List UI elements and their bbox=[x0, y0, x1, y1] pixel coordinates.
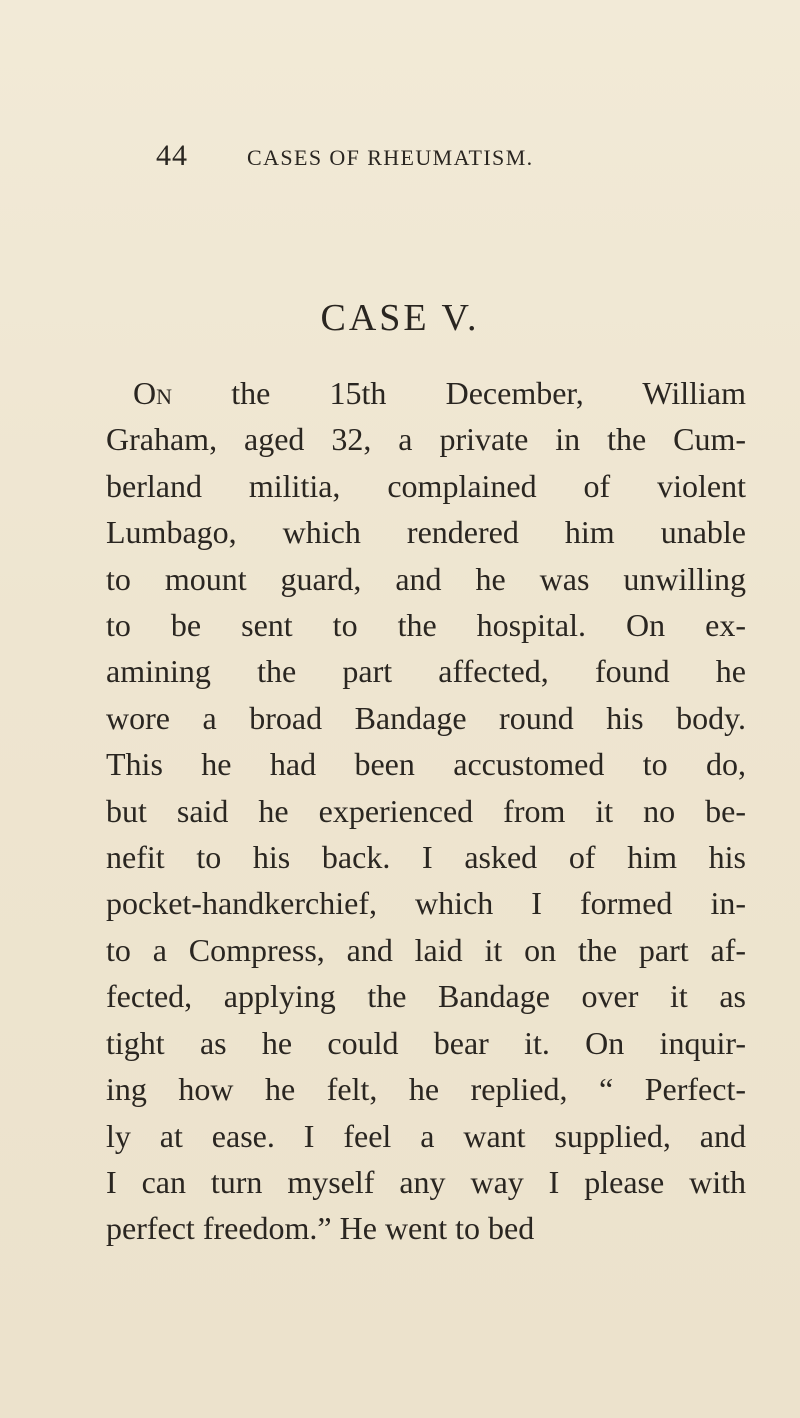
text-line: to mount guard, and he was unwilling bbox=[106, 560, 746, 597]
text-line: This he had been accustomed to do, bbox=[106, 746, 746, 783]
body-paragraph bbox=[106, 370, 746, 1252]
text-line: but said he experienced from it no be- bbox=[106, 792, 746, 829]
text-line: wore a broad Bandage round his body. bbox=[106, 699, 746, 736]
text-line: to a Compress, and laid it on the part af- bbox=[106, 931, 746, 968]
text-line: tight as he could bear it. On inquir- bbox=[106, 1024, 746, 1061]
text-line: berland militia, complained of violent bbox=[106, 467, 746, 504]
text-line: perfect freedom.” He went to bed bbox=[106, 1210, 535, 1247]
text-line: amining the part affected, found he bbox=[106, 653, 746, 690]
text-line: ly at ease. I feel a want supplied, and bbox=[106, 1117, 746, 1154]
text-line: I can turn myself any way I please with bbox=[106, 1163, 746, 1200]
text-line: to be sent to the hospital. On ex- bbox=[106, 607, 746, 644]
text-line: ing how he felt, he replied, “ Perfect- bbox=[106, 1071, 746, 1108]
text-line: fected, applying the Bandage over it as bbox=[106, 978, 746, 1015]
line-rest: the 15th December, William bbox=[172, 375, 746, 411]
case-heading: CASE V. bbox=[320, 297, 480, 339]
running-head bbox=[0, 139, 800, 179]
opening-word: On bbox=[133, 375, 172, 411]
text-line: nefit to his back. I asked of him his bbox=[106, 839, 746, 876]
text-line: pocket-handkerchief, which I formed in- bbox=[106, 885, 746, 922]
page-number: 44 bbox=[156, 139, 188, 172]
running-title: CASES OF RHEUMATISM. bbox=[247, 145, 534, 170]
text-line: Graham, aged 32, a private in the Cum- bbox=[106, 421, 746, 458]
text-line bbox=[106, 370, 746, 416]
text-line: Lumbago, which rendered him unable bbox=[106, 514, 746, 551]
